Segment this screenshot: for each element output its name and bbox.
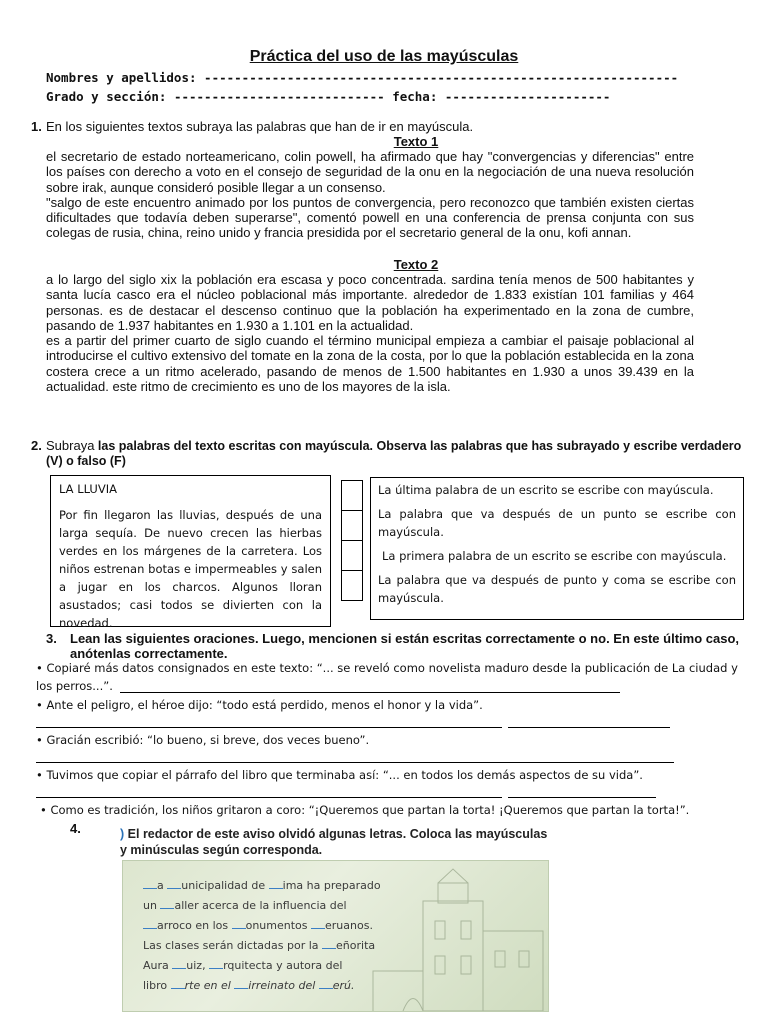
sentence-4: • Tuvimos que copiar el párrafo del libro que terminaba así: “... en todos los demás aspectos de su vida”.: [36, 768, 643, 782]
blank[interactable]: [209, 968, 223, 969]
notice-row-2: un aller acerca de la influencia del: [143, 899, 347, 912]
texto1-paragraph-1: el secretario de estado norteamericano, colin powell, ha afirmado que hay "convergencias y diferencias" entre los países con derecho a voto en el consejo de seguridad de la onu en la negociación de una nueva resolución sobre irak, aunque consideró posible llegar a un consenso.: [46, 149, 694, 195]
texto1-paragraph-2: "salgo de este encuentro animado por los puntos de convergencia, pero reconozco que también existen ciertas dificultades que todavía deben superarse", comentó powell en una conferencia de prensa conjunta con sus colegas de rusia, china, reino unido y francia presidida por el secretario general de la onu, kofi annan.: [46, 194, 694, 241]
answer-box-2[interactable]: [342, 511, 362, 541]
sentence-2: • Ante el peligro, el héroe dijo: “todo está perdido, menos el honor y la vida”.: [36, 698, 483, 712]
blank[interactable]: [232, 928, 246, 929]
blank[interactable]: [269, 888, 283, 889]
section4-number: 4.: [70, 821, 81, 836]
names-line: ---------------------------------------------------------------: [204, 70, 679, 85]
texto2-body: [46, 272, 694, 394]
statements-box: [370, 477, 744, 620]
date-line: ----------------------: [444, 89, 611, 104]
blank[interactable]: [322, 948, 336, 949]
blank[interactable]: [234, 988, 248, 989]
sentence-3: • Gracián escribió: “lo bueno, si breve, dos veces bueno”.: [36, 733, 370, 747]
story-title: LA LLUVIA: [59, 482, 117, 496]
section1-number: 1.: [31, 119, 42, 134]
statement-3: La primera palabra de un escrito se escribe con mayúscula.: [382, 549, 727, 563]
grade-date-field: [46, 89, 610, 104]
blank[interactable]: [311, 928, 325, 929]
section1-instruction: En los siguientes textos subraya las palabras que han de ir en mayúscula.: [46, 119, 474, 134]
section2-number: 2.: [31, 438, 42, 453]
blank[interactable]: [172, 968, 186, 969]
section4-instruction-line2: y minúsculas según corresponda.: [120, 843, 323, 857]
notice-row-6: libro rte en el irreinato del erú.: [143, 979, 355, 992]
notice-row-3: arroco en los onumentos eruanos.: [143, 919, 373, 932]
names-field: [46, 70, 678, 85]
answer-box-4[interactable]: [342, 571, 362, 600]
notice-card: [122, 860, 549, 1012]
answer-box-1[interactable]: [342, 481, 362, 511]
blank[interactable]: [319, 988, 333, 989]
names-label: Nombres y apellidos:: [46, 70, 197, 85]
texto1-body: [46, 149, 694, 241]
blank[interactable]: [167, 888, 181, 889]
statement-4: La palabra que va después de punto y coma se escribe con mayúscula.: [378, 573, 736, 605]
texto2-paragraph-1: a lo largo del siglo xix la población era escasa y poco concentrada. sardina tenía menos de 500 habitantes y santa lucía casco era el núcleo poblacional más importante. alrededor de 1.833 existían 101 familias y 464 personas. es de destacar el descenso continuo que la población ha experimentado en la zona de cumbre, pasando de 1.937 habitantes en 1.930 a 1.101 en la actualidad.: [46, 272, 694, 333]
statement-1: La última palabra de un escrito se escribe con mayúscula.: [378, 483, 714, 497]
notice-row-4: Las clases serán dictadas por la eñorita: [143, 939, 376, 952]
grade-line: ----------------------------: [173, 89, 385, 104]
sentence-1-continued: los perros...”.: [36, 679, 113, 693]
answer-line-2b[interactable]: [508, 727, 670, 728]
section2-instruction-text: las palabras del texto escritas con mayúscula. Observa las palabras que has subrayado y escribe verdadero (V) o falso (F): [46, 439, 742, 468]
texto2-title: Texto 2: [393, 257, 439, 272]
texto1-title: Texto 1: [393, 134, 439, 149]
section4-instruction-line1: El redactor de este aviso olvidó algunas letras. Coloca las mayúsculas: [127, 827, 548, 841]
section2-instruction: [46, 438, 742, 469]
statement-2: La palabra que va después de un punto se escribe con mayúscula.: [378, 507, 736, 539]
date-label: fecha:: [392, 89, 438, 104]
answer-boxes: [341, 480, 363, 601]
answer-line-2a[interactable]: [36, 727, 502, 728]
texto2-paragraph-2: es a partir del primer cuarto de siglo cuando el término municipal empieza a cambiar el paisaje poblacional al introducirse el cultivo extensivo del tomate en la zona de la costa, por lo que la población establecida en la zona costera crece a un ritmo acelerado, pasando de menos de 1.500 habitantes en 1.930 a unos 39.439 en la actualidad. este ritmo de crecimiento es uno de los mayores de la isla.: [46, 333, 694, 395]
section3-number: 3.: [46, 631, 57, 646]
page-title: Práctica del uso de las mayúsculas: [249, 48, 519, 65]
sentence-1: • Copiaré más datos consignados en este texto: “... se reveló como novelista maduro desde la publicación de La ciudad y: [36, 661, 738, 675]
blank[interactable]: [171, 988, 185, 989]
notice-row-5: Aura uiz, rquitecta y autora del: [143, 959, 343, 972]
notice-row-1: a unicipalidad de ima ha preparado: [143, 879, 381, 892]
section3-instruction: Lean las siguientes oraciones. Luego, mencionen si están escritas correctamente o no. En este último caso, anótenlas correctamente.: [70, 631, 739, 661]
story-text: Por fin llegaron las lluvias, después de una larga sequía. De nuevo crecen las hierbas verdes en los márgenes de la carretera. Los niños estrenan botas e impermeables y salen a jugar en los charcos. Algunos lloran asustados; casi todos se divierten con la novedad.: [59, 508, 322, 630]
story-box: [50, 475, 331, 630]
blank[interactable]: [143, 888, 157, 889]
section4-instruction: [120, 826, 547, 858]
answer-line-1[interactable]: [120, 692, 620, 693]
answer-line-4a[interactable]: [36, 797, 502, 798]
answer-line-3[interactable]: [36, 762, 674, 763]
sentence-5: • Como es tradición, los niños gritaron a coro: “¡Queremos que partan la torta! ¡Queremos que partan la torta!”.: [40, 803, 690, 817]
answer-line-4b[interactable]: [508, 797, 656, 798]
blank[interactable]: [160, 908, 174, 909]
blank[interactable]: [143, 928, 157, 929]
section4-marker: ): [120, 827, 125, 841]
grade-label: Grado y sección:: [46, 89, 167, 104]
answer-box-3[interactable]: [342, 541, 362, 571]
section2-lead: Subraya: [46, 438, 95, 453]
